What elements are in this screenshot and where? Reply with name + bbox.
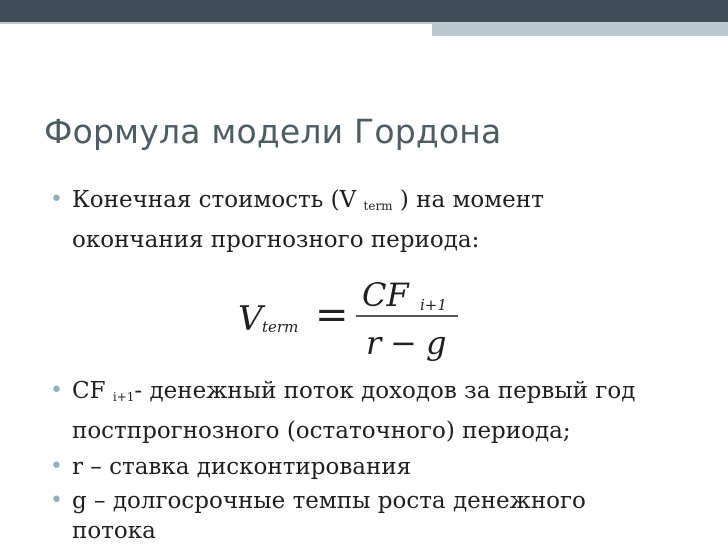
- bullet-line-1: [72, 183, 710, 223]
- bullet-dot-icon: •: [50, 378, 63, 403]
- gordon-formula: [220, 270, 520, 370]
- bullet-text: Конечная стоимость (V: [72, 187, 364, 213]
- bullet-cash-flow: [50, 374, 710, 448]
- bullet-line-2: потока: [72, 518, 156, 544]
- accent-block: [432, 22, 728, 36]
- bullet-text: - денежный поток доходов за первый год: [134, 378, 636, 404]
- bullet-dot-icon: •: [50, 454, 63, 479]
- bullet-text: ) на момент: [392, 187, 544, 213]
- formula-numerator: CF: [362, 276, 409, 314]
- top-bar: [0, 0, 728, 22]
- bullet-terminal-value: [50, 183, 710, 257]
- formula-den-minus: −: [390, 324, 417, 362]
- subscript: i+1: [112, 390, 135, 404]
- bullet-text: CF: [72, 378, 113, 404]
- bullet-discount-rate: [50, 450, 710, 484]
- formula-lhs-sub: term: [262, 318, 299, 336]
- bullet-line-1: [72, 374, 710, 414]
- bullet-text: r – ставка дисконтирования: [72, 454, 412, 480]
- bullet-growth-rate: [50, 484, 710, 544]
- subscript: term: [363, 199, 393, 213]
- slide-title: Формула модели Гордона: [44, 112, 502, 151]
- bullet-dot-icon: •: [50, 488, 63, 513]
- bullet-line-1: g – долгосрочные темпы роста денежного: [72, 488, 586, 514]
- formula-den-g: g: [426, 324, 447, 362]
- formula-lhs: V: [238, 299, 263, 339]
- formula-equals: =: [315, 292, 349, 338]
- bullet-line-2: окончания прогнозного периода:: [72, 227, 480, 253]
- formula-numerator-sub: i+1: [420, 296, 447, 314]
- bullet-line-2: постпрогнозного (остаточного) периода;: [72, 418, 571, 444]
- formula-den-r: r: [366, 324, 382, 362]
- bullet-dot-icon: •: [50, 187, 63, 212]
